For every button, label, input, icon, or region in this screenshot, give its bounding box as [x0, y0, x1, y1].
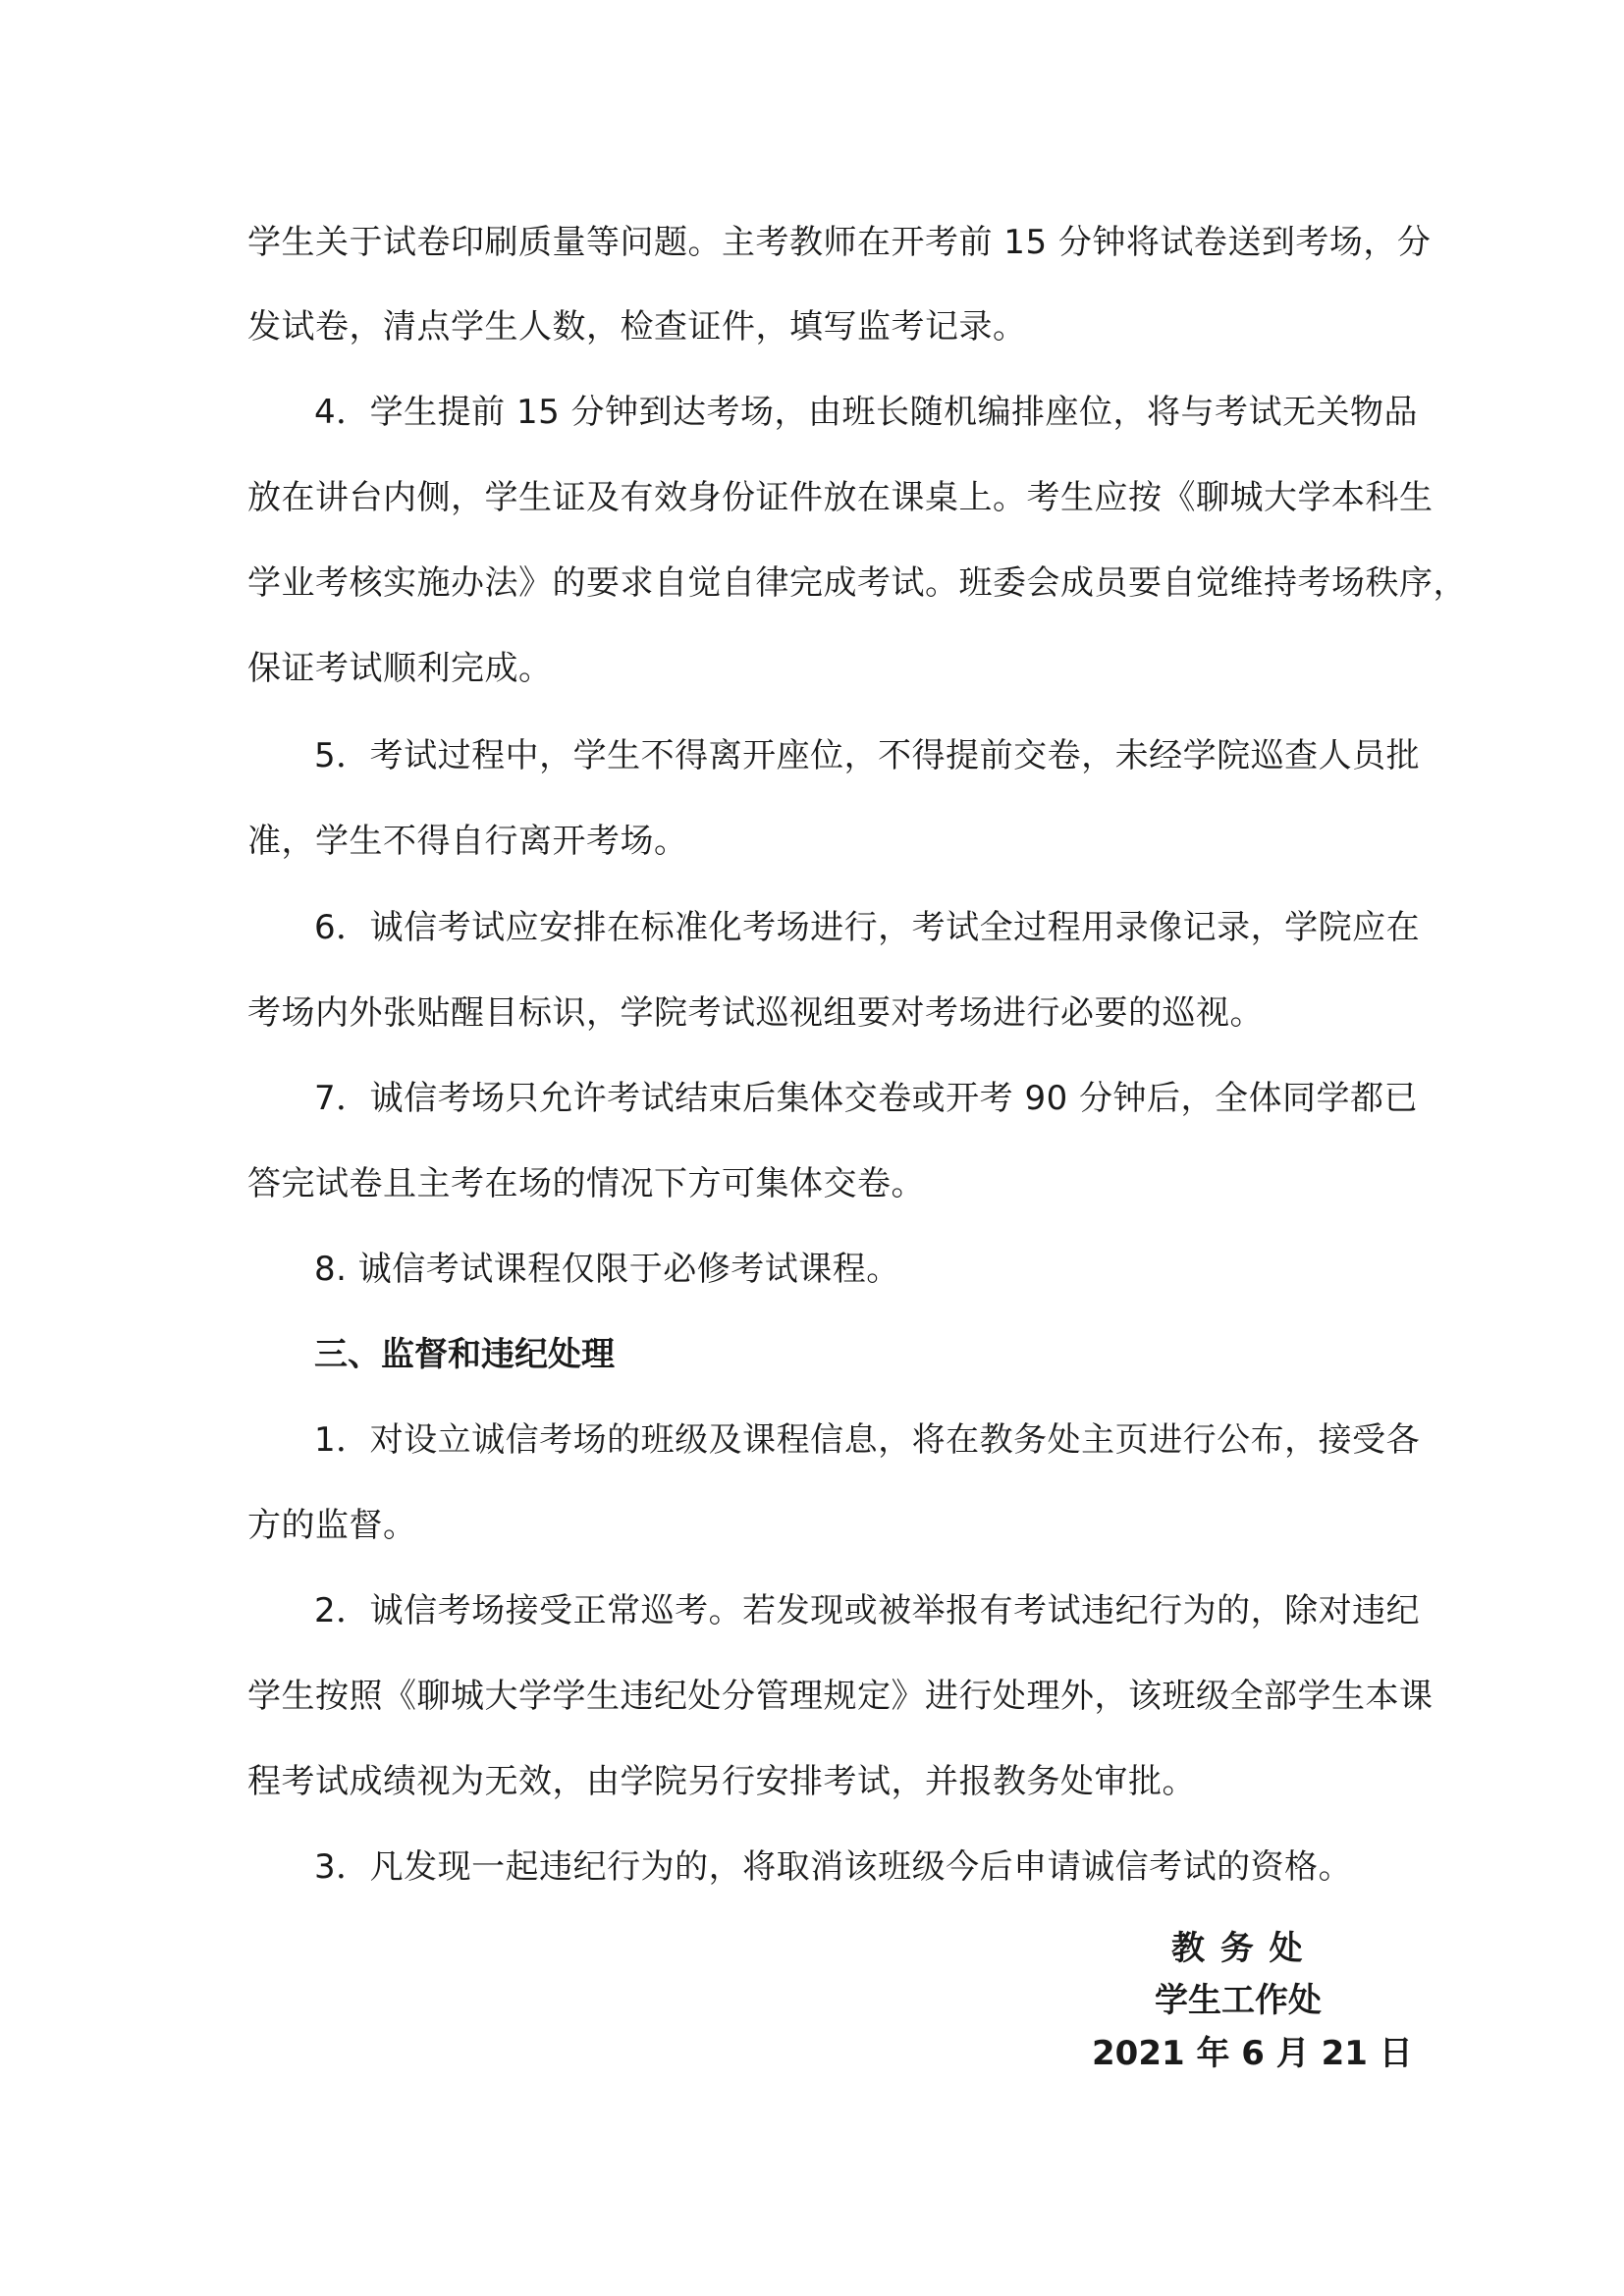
paragraph-line: 1．对设立诚信考场的班级及课程信息，将在教务处主页进行公布，接受各 [314, 1420, 1421, 1460]
paragraph-line: 答完试卷且主考在场的情况下方可集体交卷。 [247, 1164, 925, 1203]
paragraph-line: 2．诚信考场接受正常巡考。若发现或被举报有考试违纪行为的，除对违纪 [314, 1591, 1421, 1630]
signature-office-academic-affairs: 教 务 处 [1171, 1929, 1305, 1968]
signature-office-student-affairs: 学生工作处 [1155, 1981, 1322, 2020]
paragraph-line: 学生关于试卷印刷质量等问题。主考教师在开考前 15 分钟将试卷送到考场，分 [247, 223, 1432, 262]
paragraph-line: 方的监督。 [247, 1506, 417, 1545]
paragraph-line: 4．学生提前 15 分钟到达考场，由班长随机编排座位，将与考试无关物品 [314, 393, 1419, 432]
paragraph-line: 考场内外张贴醒目标识，学院考试巡视组要对考场进行必要的巡视。 [247, 993, 1264, 1033]
paragraph-line: 学生按照《聊城大学学生违纪处分管理规定》进行处理外，该班级全部学生本课 [247, 1677, 1434, 1716]
paragraph-line: 7．诚信考场只允许考试结束后集体交卷或开考 90 分钟后，全体同学都已 [314, 1079, 1419, 1118]
section-heading: 三、监督和违纪处理 [314, 1335, 615, 1374]
signature-date: 2021 年 6 月 21 日 [1092, 2034, 1413, 2073]
paragraph-line: 3．凡发现一起违纪行为的，将取消该班级今后申请诚信考试的资格。 [314, 1847, 1353, 1887]
paragraph-line: 准，学生不得自行离开考场。 [247, 822, 688, 861]
paragraph-line: 放在讲台内侧，学生证及有效身份证件放在课桌上。考生应按《聊城大学本科生 [247, 478, 1434, 517]
paragraph-line: 保证考试顺利完成。 [247, 649, 553, 688]
paragraph-line: 8. 诚信考试课程仅限于必修考试课程。 [314, 1250, 900, 1289]
paragraph-line: 学业考核实施办法》的要求自觉自律完成考试。班委会成员要自觉维持考场秩序， [247, 563, 1467, 603]
paragraph-line: 5．考试过程中，学生不得离开座位，不得提前交卷，未经学院巡查人员批 [314, 736, 1421, 775]
paragraph-line: 6．诚信考试应安排在标准化考场进行，考试全过程用录像记录，学院应在 [314, 908, 1421, 947]
paragraph-line: 发试卷，清点学生人数，检查证件，填写监考记录。 [247, 307, 1027, 347]
paragraph-line: 程考试成绩视为无效，由学院另行安排考试，并报教务处审批。 [247, 1762, 1196, 1801]
